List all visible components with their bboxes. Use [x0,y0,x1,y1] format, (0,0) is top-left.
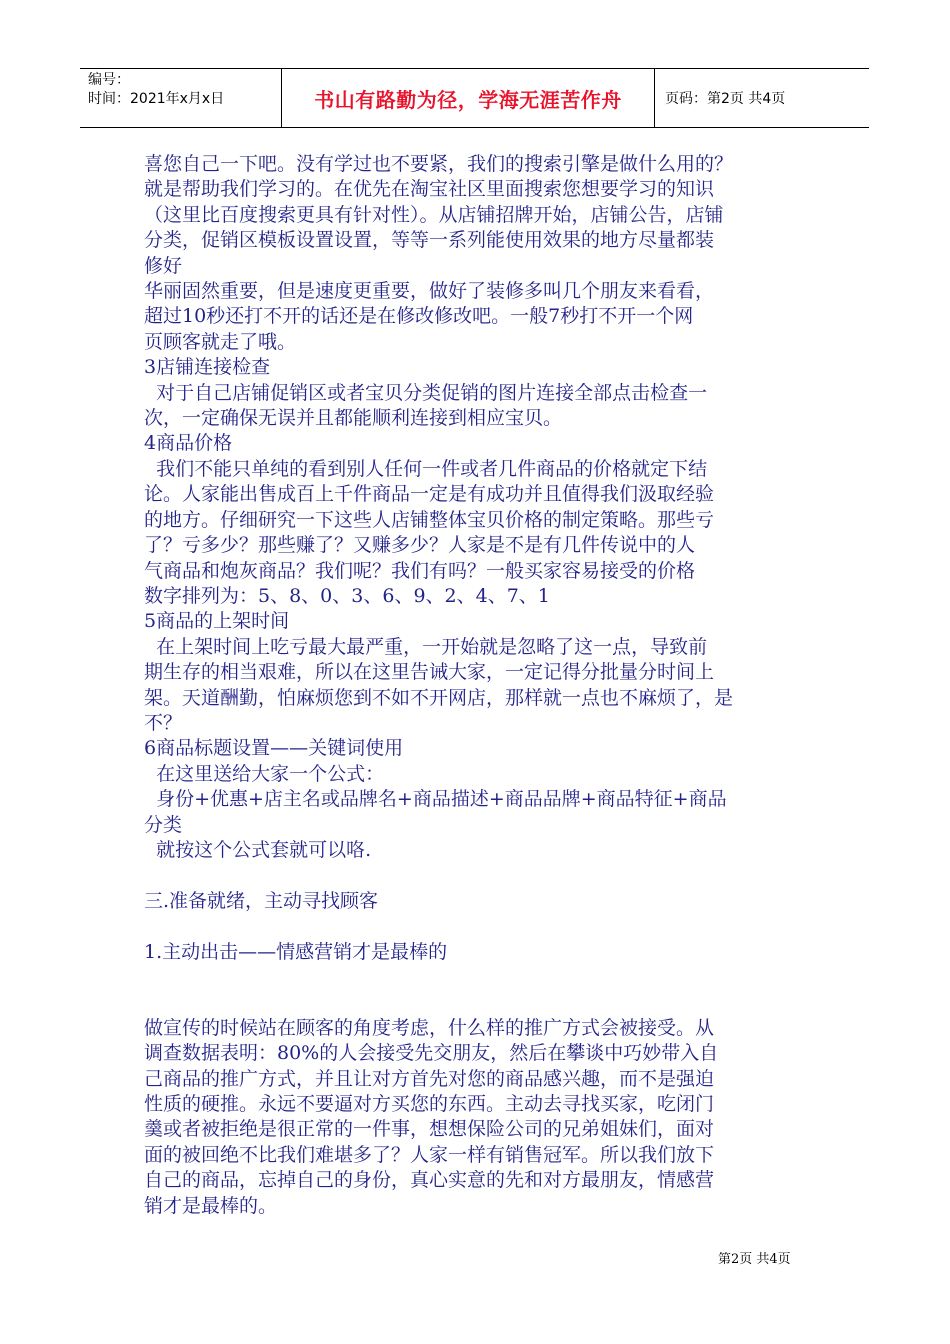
text-line: 在这里送给大家一个公式： [144,762,385,785]
text-line: 己商品的推广方式，并且让对方首先对您的商品感兴趣，而不是强迫 [144,1067,715,1090]
text-line: 了？亏多少？那些赚了？又赚多少？人家是不是有几件传说中的人 [144,534,696,557]
text-line: 超过10秒还打不开的话还是在修改修改吧。一般7秒打不开一个网 [144,305,694,328]
text-line: 羹或者被拒绝是很正常的一件事，想想保险公司的兄弟姐妹们，面对 [144,1118,715,1141]
document-body [144,152,808,1219]
header-table [80,68,869,128]
text-line: 就是帮助我们学习的。在优先在淘宝社区里面搜索您想要学习的知识 [144,178,715,201]
text-line: 我们不能只单纯的看到别人任何一件或者几件商品的价格就定下结 [144,457,708,480]
time-label: 时间：2021年x月x日 [88,91,225,107]
text-line: 页顾客就走了哦。 [144,330,297,353]
text-line: 华丽固然重要，但是速度更重要，做好了装修多叫几个朋友来看看， [144,280,715,303]
text-line: 3店铺连接检查 [144,356,271,379]
number-label: 编号： [88,72,130,88]
text-line: 在上架时间上吃亏最大最严重，一开始就是忽略了这一点，导致前 [144,635,708,658]
text-line: 对于自己店铺促销区或者宝贝分类促销的图片连接全部点击检查一 [144,381,708,404]
text-line: （这里比百度搜索更具有针对性）。从店铺招牌开始，店铺公告，店铺 [144,203,724,226]
footer-page-number: 第2页 共4页 [718,1252,791,1267]
text-line: 1.主动出击——情感营销才是最棒的 [144,940,448,963]
text-line: 数字排列为：5、8、0、3、6、9、2、4、7、1 [144,584,550,607]
text-line: 三.准备就绪，主动寻找顾客 [144,889,379,912]
text-line: 期生存的相当艰难，所以在这里告诫大家，一定记得分批量分时间上 [144,661,715,684]
text-line: 分类 [144,813,183,836]
text-line: 性质的硬推。永远不要逼对方买您的东西。主动去寻找买家，吃闭门 [144,1092,715,1115]
text-line [144,990,808,1015]
text-line: 做宣传的时候站在顾客的角度考虑，什么样的推广方式会被接受。从 [144,1016,715,1039]
text-line: 不？ [144,711,183,734]
text-line: 架。天道酬勤，怕麻烦您到不如不开网店，那样就一点也不麻烦了，是 [144,686,734,709]
text-line: 6商品标题设置——关键词使用 [144,737,404,760]
text-line: 5商品的上架时间 [144,610,290,633]
text-line: 销才是最棒的。 [144,1194,278,1217]
text-line: 就按这个公式套就可以咯. [144,838,372,861]
text-line: 面的被回绝不比我们难堪多了？人家一样有销售冠军。所以我们放下 [144,1143,715,1166]
header-info-cell [80,69,282,127]
text-line: 身份+优惠+店主名或品牌名+商品描述+商品品牌+商品特征+商品 [144,788,727,811]
text-line [144,965,808,990]
text-line: 喜您自己一下吧。没有学过也不要紧，我们的搜索引擎是做什么用的？ [144,153,734,175]
text-line [144,914,808,939]
text-line: 自己的商品，忘掉自己的身份，真心实意的先和对方最朋友，情感营 [144,1169,715,1192]
text-line [144,863,808,888]
header-page-label: 页码：第2页 共4页 [665,91,786,107]
text-line: 4商品价格 [144,432,233,455]
text-line: 的地方。仔细研究一下这些人店铺整体宝贝价格的制定策略。那些亏 [144,508,715,531]
text-line: 气商品和炮灰商品？我们呢？我们有吗？一般买家容易接受的价格 [144,559,696,582]
text-line: 次，一定确保无误并且都能顺利连接到相应宝贝。 [144,407,563,430]
text-line: 论。人家能出售成百上千件商品一定是有成功并且值得我们汲取经验 [144,483,715,506]
header-motto: 书山有路勤为径，学海无涯苦作舟 [282,69,655,127]
text-line: 修好 [144,254,183,277]
text-line: 分类，促销区模板设置设置，等等一系列能使用效果的地方尽量都装 [144,229,715,252]
text-line: 调查数据表明：80%的人会接受先交朋友，然后在攀谈中巧妙带入自 [144,1042,719,1065]
